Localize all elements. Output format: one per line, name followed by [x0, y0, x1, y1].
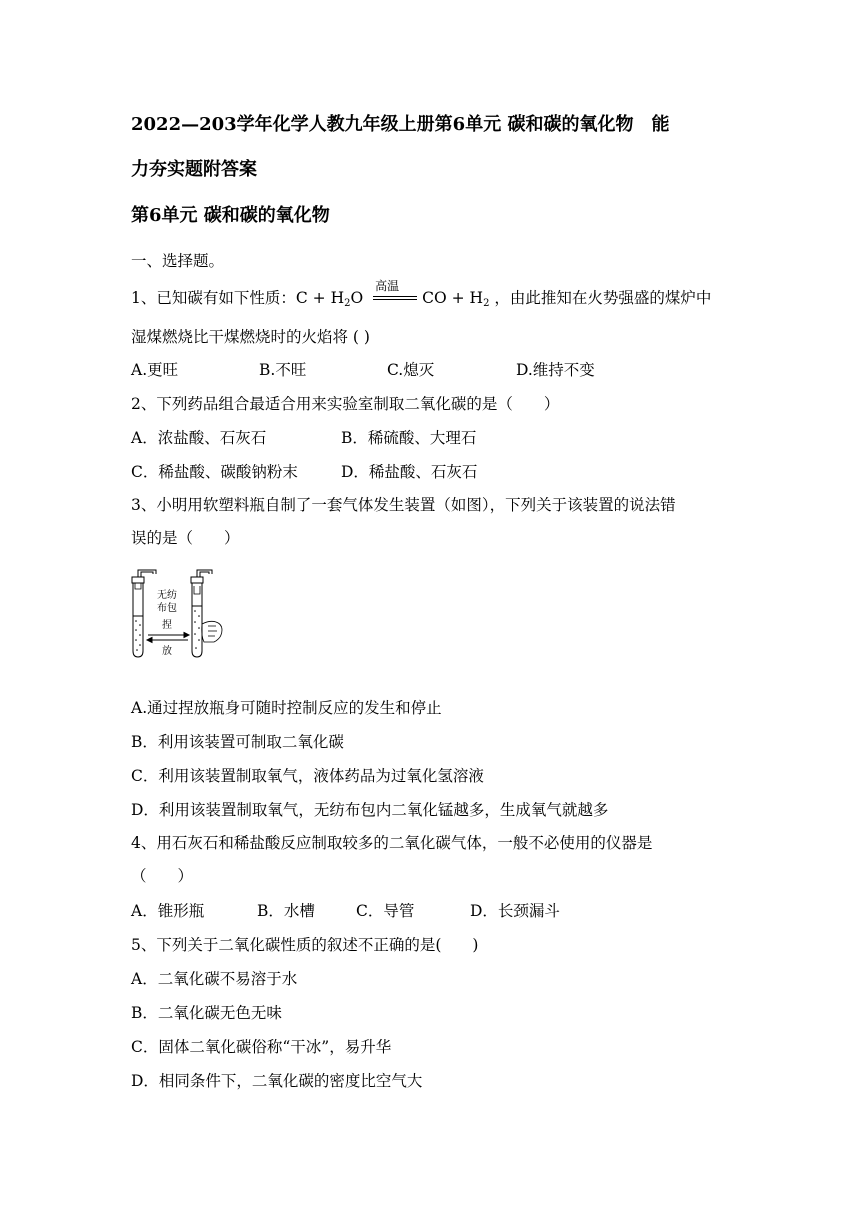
question-4-stem-line-2: （ ） — [131, 867, 194, 885]
q2-option-c: C．稀盐酸、碳酸钠粉末 — [131, 463, 298, 481]
q4-option-c: C．导管 — [356, 902, 415, 920]
q1-option-d: D.维持不变 — [516, 361, 595, 379]
question-3-stem-line-1: 3、小明用软塑料瓶自制了一套气体发生装置（如图），下列关于该装置的说法错 — [131, 496, 676, 514]
hand-icon — [202, 621, 222, 642]
figure-label-release: 放 — [162, 646, 172, 657]
right-bottle-icon — [191, 570, 212, 657]
q1-suffix: ，由此推知在火势强盛的煤炉中 — [489, 289, 712, 307]
figure-label-bag-2: 布包 — [157, 603, 177, 614]
q2-option-a: A．浓盐酸、石灰石 — [131, 429, 267, 447]
q3-option-a: A.通过捏放瓶身可随时控制反应的发生和停止 — [131, 699, 442, 717]
q5-option-b: B．二氧化碳无色无味 — [131, 1004, 282, 1022]
q1-products: CO + H — [422, 289, 484, 307]
reaction-condition-label: 高温 — [375, 279, 400, 293]
q1-option-b: B.不旺 — [259, 361, 307, 379]
section-heading: 一、选择题。 — [131, 252, 225, 270]
left-bottle-icon — [132, 570, 156, 657]
q4-option-d: D．长颈漏斗 — [470, 902, 560, 920]
question-3-stem-line-2: 误的是（ ） — [131, 529, 240, 547]
document-title-line-2: 力夯实题附答案 — [131, 159, 257, 180]
q1-prefix: 1、已知碳有如下性质：C + H — [131, 289, 345, 307]
q3-option-d: D．利用该装置制取氧气，无纺布包内二氧化锰越多，生成氧气就越多 — [131, 801, 609, 819]
q3-option-c: C．利用该装置制取氧气，液体药品为过氧化氢溶液 — [131, 767, 484, 785]
unit-heading: 第6单元 碳和碳的氧化物 — [131, 205, 330, 226]
figure-label-squeeze: 捏 — [162, 620, 172, 631]
question-5-stem: 5、下列关于二氧化碳性质的叙述不正确的是( ) — [131, 936, 479, 954]
q1-h2-subscript: 2 — [483, 298, 490, 309]
q2-option-b: B．稀硫酸、大理石 — [341, 429, 477, 447]
q4-option-a: A．锥形瓶 — [131, 902, 205, 920]
question-4-stem-line-1: 4、用石灰石和稀盐酸反应制取较多的二氧化碳气体，一般不必使用的仪器是 — [131, 834, 653, 852]
question-2-stem: 2、下列药品组合最适合用来实验室制取二氧化碳的是（ ） — [131, 395, 560, 413]
q1-option-a: A.更旺 — [131, 361, 179, 379]
question-1-stem — [131, 279, 712, 315]
reaction-condition-arrow — [371, 279, 419, 309]
q1-h2o-subscript: 2 — [344, 298, 351, 309]
q2-option-d: D．稀盐酸、石灰石 — [341, 463, 478, 481]
document-title-line-1: 2022—203学年化学人教九年级上册第6单元 碳和碳的氧化物 能 — [131, 114, 670, 135]
squeeze-release-arrows-icon — [147, 633, 189, 643]
q4-option-b: B．水槽 — [257, 902, 315, 920]
q5-option-c: C．固体二氧化碳俗称“干冰”，易升华 — [131, 1038, 392, 1056]
q3-option-b: B．利用该装置可制取二氧化碳 — [131, 733, 344, 751]
q1-h2o-tail: O — [350, 289, 364, 307]
q1-option-c: C.熄灭 — [387, 361, 435, 379]
gas-generator-figure — [128, 566, 228, 658]
question-1-stem-line-2: 湿煤燃烧比干煤燃烧时的火焰将 ( ) — [131, 328, 370, 346]
q5-option-d: D．相同条件下，二氧化碳的密度比空气大 — [131, 1072, 423, 1090]
q5-option-a: A．二氧化碳不易溶于水 — [131, 970, 298, 988]
figure-label-bag-1: 无纺 — [157, 590, 177, 601]
